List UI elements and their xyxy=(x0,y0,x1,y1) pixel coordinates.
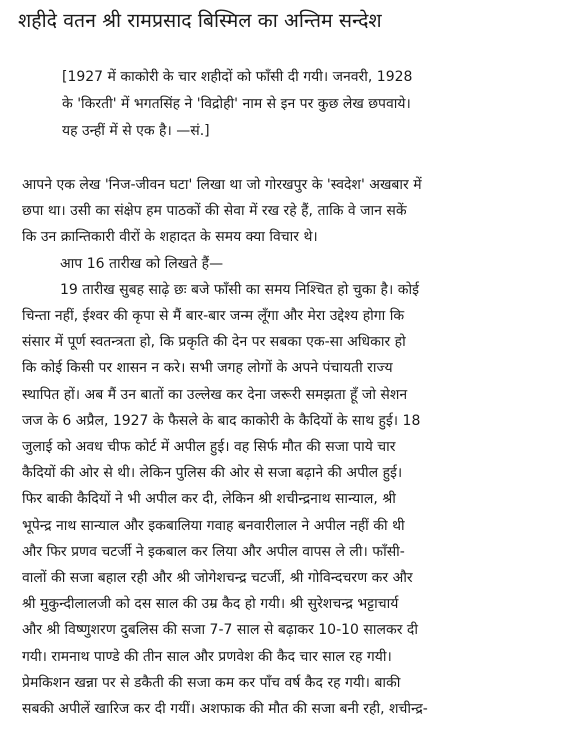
letter-line: श्री मुकुन्दीलालजी को दस साल की उम्र कैद हो गयी। श्री सुरेशचन्द्र भट्टाचार्य xyxy=(22,596,399,613)
intro-line: कि उन क्रान्तिकारी वीरों के शहादत के समय क्या विचार थे। xyxy=(22,229,318,246)
letter-line: गयी। रामनाथ पाण्डे की तीन साल और प्रणवेश की कैद चार साल रह गयी। xyxy=(22,648,392,665)
editor-note-line: [1927 में काकोरी के चार शहीदों को फाँसी दी गयी। जनवरी, 1928 xyxy=(62,69,413,85)
letter-line: भूपेन्द्र नाथ सान्याल और इकबालिया गवाह बनवारीलाल ने अपील नहीं की थी xyxy=(22,517,405,534)
letter-line: और श्री विष्णुशरण दुबलिस की सजा 7-7 साल से बढ़ाकर 10-10 सालकर दी xyxy=(22,622,418,639)
letter-line: सबकी अपीलें खारिज कर दी गयीं। अशफाक की मौत की सजा बनी रही, शचीन्द्र- xyxy=(22,701,428,718)
letter-line: जुलाई को अवध चीफ कोर्ट में अपील हुई। वह सिर्फ मौत की सजा पाये चार xyxy=(22,439,396,456)
letter-line: कि कोई किसी पर शासन न करे। सभी जगह लोगों के अपने पंचायती राज्य xyxy=(22,360,393,377)
editor-note-line: यह उन्हीं में से एक है। —सं.] xyxy=(62,123,210,139)
document-title: शहीदे वतन श्री रामप्रसाद बिस्मिल का अन्तिम सन्देश xyxy=(18,9,382,32)
date-line: आप 16 तारीख को लिखते हैं— xyxy=(60,255,224,272)
letter-line: प्रेमकिशन खन्ना पर से डकैती की सजा कम कर पाँच वर्ष कैद रह गयी। बाकी xyxy=(22,674,401,691)
editor-note xyxy=(62,64,562,145)
letter-line: जज के 6 अप्रैल, 1927 के फैसले के बाद काकोरी के कैदियों के साथ हुई। 18 xyxy=(22,412,421,429)
letter-line: संसार में पूर्ण स्वतन्त्रता हो, कि प्रकृति की देन पर सबका एक-सा अधिकार हो xyxy=(22,334,406,351)
letter-line: कैदियों की ओर से थी। लेकिन पुलिस की ओर से सजा बढ़ाने की अपील हुई। xyxy=(22,465,403,482)
editor-note-line: के 'किरती' में भगतसिंह ने 'विद्रोही' नाम से इन पर कुछ लेख छपवाये। xyxy=(62,96,411,112)
body-text xyxy=(22,172,562,722)
letter-line: फिर बाकी कैदियों ने भी अपील कर दी, लेकिन श्री शचीन्द्रनाथ सान्याल, श्री xyxy=(22,491,396,508)
intro-line: छपा था। उसी का संक्षेप हम पाठकों की सेवा में रख रहे हैं, ताकि वे जान सकें xyxy=(22,203,407,220)
intro-line: आपने एक लेख 'निज-जीवन घटा' लिखा था जो गोरखपुर के 'स्वदेश' अखबार में xyxy=(22,177,422,193)
letter-line: चिन्ता नहीं, ईश्वर की कृपा से मैं बार-बार जन्म लूँगा और मेरा उद्देश्य होगा कि xyxy=(22,308,405,325)
letter-line: स्थापित हों। अब मैं उन बातों का उल्लेख कर देना जरूरी समझता हूँ जो सेशन xyxy=(22,386,408,403)
letter-line: और फिर प्रणव चटर्जी ने इकबाल कर लिया और अपील वापस ले ली। फाँसी- xyxy=(22,543,405,560)
letter-line: वालों की सजा बहाल रही और श्री जोगेशचन्द्र चटर्जी, श्री गोविन्दचरण कर और xyxy=(22,570,413,587)
letter-line: 19 तारीख सुबह साढ़े छः बजे फाँसी का समय निश्चित हो चुका है। कोई xyxy=(60,281,419,298)
